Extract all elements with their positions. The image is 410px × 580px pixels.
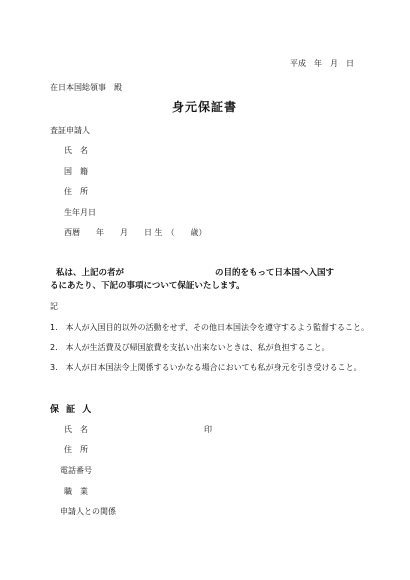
addressee: 在日本国総領事 殿 [50,83,122,92]
applicant-name-label: 氏 名 [64,146,88,155]
guarantor-name-label: 氏 名 [64,425,88,434]
statement-line2: るにあたり、下記の事項について保証いたします。 [50,281,245,291]
statement-line1-a: 私は、上記の者が [56,268,125,278]
applicant-nationality-label: 国 籍 [64,167,88,176]
condition-item-1: 1. 本人が入国目的以外の活動をせず、その他日本国法令を遵守するよう監督すること。 [50,323,369,332]
condition-item-3: 3. 本人が日本国法令上関係するいかなる場合においても私が身元を引き受けること。 [50,363,362,372]
guarantor-relation-label: 申請人との関係 [60,507,116,516]
guarantor-occupation-label: 職 業 [64,487,88,496]
guarantor-address-label: 住 所 [64,445,88,454]
applicant-heading: 査証申請人 [50,126,90,135]
applicant-birthdate-label: 生年月日 [64,208,96,217]
document-title: 身元保証書 [172,100,238,114]
applicant-address-label: 住 所 [64,187,88,196]
guarantor-heading: 保 証 人 [50,405,94,415]
statement-line1-b: の目的をもって日本国へ入国す [215,268,335,278]
date-line: 平成 年 月 日 [290,59,354,68]
seal-mark: 印 [204,425,212,434]
guarantor-phone-label: 電話番号 [60,466,92,475]
applicant-birthdate-format: 西暦 年 月 日 生 （ 歳） [64,228,207,237]
condition-item-2: 2. 本人が生活費及び帰国旅費を支払い出来ないときは、私が負担すること。 [50,343,330,352]
ki-label: 記 [50,302,58,311]
